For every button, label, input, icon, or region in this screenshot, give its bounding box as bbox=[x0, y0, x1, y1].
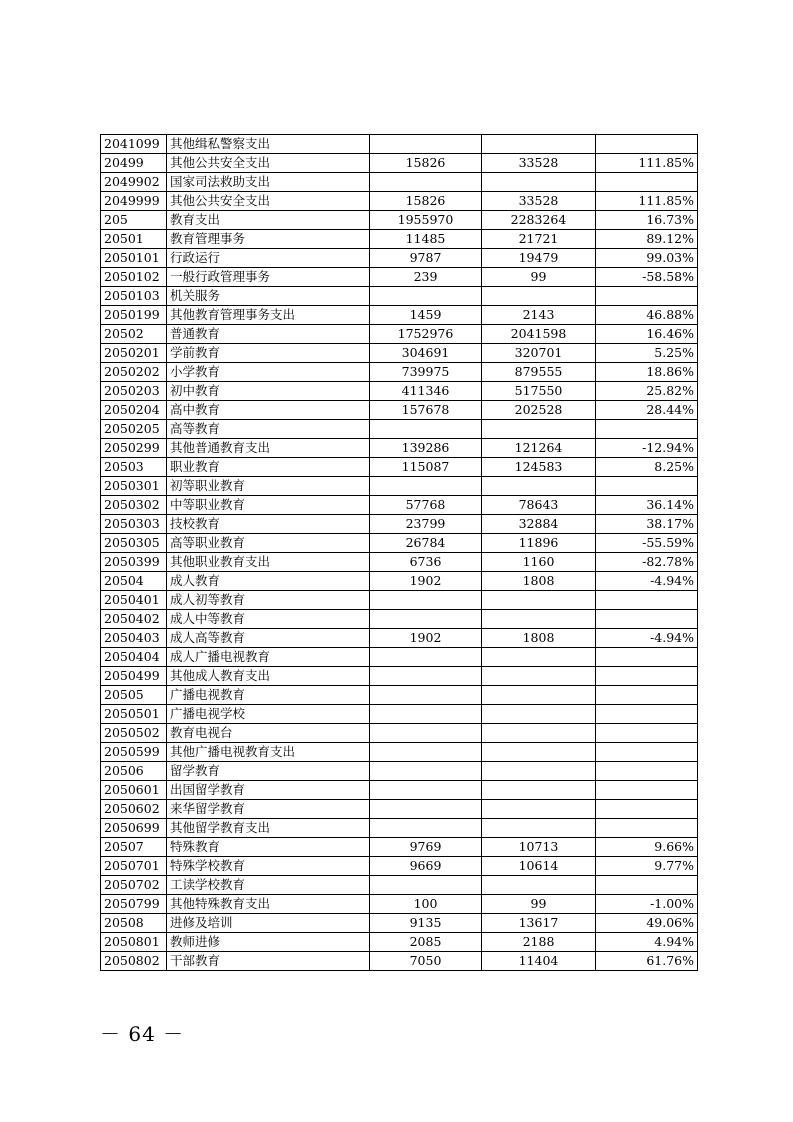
account-code-cell: 2050699 bbox=[101, 819, 167, 838]
change-percent-cell: 18.86% bbox=[596, 363, 698, 382]
current-amount-cell bbox=[482, 173, 596, 192]
account-code-cell: 2050101 bbox=[101, 249, 167, 268]
current-amount-cell: 78643 bbox=[482, 496, 596, 515]
account-code-cell: 2050399 bbox=[101, 553, 167, 572]
change-percent-cell bbox=[596, 724, 698, 743]
prior-amount-cell: 9135 bbox=[370, 914, 482, 933]
table-row bbox=[101, 629, 698, 648]
table-row bbox=[101, 819, 698, 838]
table-row bbox=[101, 534, 698, 553]
change-percent-cell: 111.85% bbox=[596, 154, 698, 173]
current-amount-cell bbox=[482, 800, 596, 819]
account-code-cell: 2050202 bbox=[101, 363, 167, 382]
prior-amount-cell bbox=[370, 724, 482, 743]
account-name-cell: 小学教育 bbox=[167, 363, 370, 382]
prior-amount-cell bbox=[370, 648, 482, 667]
table-row bbox=[101, 344, 698, 363]
account-code-cell: 2050599 bbox=[101, 743, 167, 762]
account-code-cell: 2050802 bbox=[101, 952, 167, 971]
table-row bbox=[101, 667, 698, 686]
current-amount-cell: 2041598 bbox=[482, 325, 596, 344]
account-code-cell: 205 bbox=[101, 211, 167, 230]
prior-amount-cell bbox=[370, 420, 482, 439]
account-code-cell: 2050204 bbox=[101, 401, 167, 420]
account-code-cell: 2050404 bbox=[101, 648, 167, 667]
table-row bbox=[101, 363, 698, 382]
account-code-cell: 2050403 bbox=[101, 629, 167, 648]
change-percent-cell: -55.59% bbox=[596, 534, 698, 553]
prior-amount-cell: 57768 bbox=[370, 496, 482, 515]
prior-amount-cell: 23799 bbox=[370, 515, 482, 534]
current-amount-cell bbox=[482, 705, 596, 724]
account-code-cell: 2050103 bbox=[101, 287, 167, 306]
current-amount-cell: 10713 bbox=[482, 838, 596, 857]
current-amount-cell: 99 bbox=[482, 895, 596, 914]
prior-amount-cell bbox=[370, 287, 482, 306]
current-amount-cell: 2283264 bbox=[482, 211, 596, 230]
account-name-cell: 国家司法救助支出 bbox=[167, 173, 370, 192]
current-amount-cell: 21721 bbox=[482, 230, 596, 249]
change-percent-cell: -4.94% bbox=[596, 629, 698, 648]
current-amount-cell: 121264 bbox=[482, 439, 596, 458]
account-code-cell: 2050601 bbox=[101, 781, 167, 800]
change-percent-cell: 111.85% bbox=[596, 192, 698, 211]
account-name-cell: 高等教育 bbox=[167, 420, 370, 439]
account-code-cell: 20501 bbox=[101, 230, 167, 249]
prior-amount-cell: 1955970 bbox=[370, 211, 482, 230]
account-name-cell: 中等职业教育 bbox=[167, 496, 370, 515]
account-name-cell: 其他特殊教育支出 bbox=[167, 895, 370, 914]
account-code-cell: 2050299 bbox=[101, 439, 167, 458]
prior-amount-cell: 2085 bbox=[370, 933, 482, 952]
account-name-cell: 教师进修 bbox=[167, 933, 370, 952]
account-name-cell: 成人高等教育 bbox=[167, 629, 370, 648]
change-percent-cell: -58.58% bbox=[596, 268, 698, 287]
table-row bbox=[101, 895, 698, 914]
table-row bbox=[101, 743, 698, 762]
account-name-cell: 其他留学教育支出 bbox=[167, 819, 370, 838]
account-name-cell: 广播电视学校 bbox=[167, 705, 370, 724]
current-amount-cell bbox=[482, 477, 596, 496]
change-percent-cell bbox=[596, 762, 698, 781]
account-code-cell: 2050205 bbox=[101, 420, 167, 439]
table-row bbox=[101, 933, 698, 952]
change-percent-cell bbox=[596, 477, 698, 496]
current-amount-cell bbox=[482, 876, 596, 895]
change-percent-cell bbox=[596, 173, 698, 192]
table-row bbox=[101, 648, 698, 667]
change-percent-cell: -4.94% bbox=[596, 572, 698, 591]
current-amount-cell bbox=[482, 610, 596, 629]
change-percent-cell bbox=[596, 686, 698, 705]
prior-amount-cell: 9769 bbox=[370, 838, 482, 857]
change-percent-cell: 61.76% bbox=[596, 952, 698, 971]
prior-amount-cell bbox=[370, 800, 482, 819]
account-code-cell: 20502 bbox=[101, 325, 167, 344]
change-percent-cell: 49.06% bbox=[596, 914, 698, 933]
account-code-cell: 2050402 bbox=[101, 610, 167, 629]
prior-amount-cell bbox=[370, 781, 482, 800]
prior-amount-cell bbox=[370, 610, 482, 629]
page-number: － 64 － bbox=[100, 1022, 185, 1046]
change-percent-cell: 38.17% bbox=[596, 515, 698, 534]
account-name-cell: 高等职业教育 bbox=[167, 534, 370, 553]
account-name-cell: 高中教育 bbox=[167, 401, 370, 420]
prior-amount-cell bbox=[370, 743, 482, 762]
account-code-cell: 2050799 bbox=[101, 895, 167, 914]
account-name-cell: 普通教育 bbox=[167, 325, 370, 344]
table-row bbox=[101, 439, 698, 458]
account-code-cell: 2050301 bbox=[101, 477, 167, 496]
account-name-cell: 进修及培训 bbox=[167, 914, 370, 933]
prior-amount-cell bbox=[370, 686, 482, 705]
change-percent-cell bbox=[596, 876, 698, 895]
current-amount-cell bbox=[482, 724, 596, 743]
account-name-cell: 职业教育 bbox=[167, 458, 370, 477]
account-name-cell: 其他成人教育支出 bbox=[167, 667, 370, 686]
account-code-cell: 2050302 bbox=[101, 496, 167, 515]
table-row bbox=[101, 838, 698, 857]
current-amount-cell: 879555 bbox=[482, 363, 596, 382]
change-percent-cell: 9.66% bbox=[596, 838, 698, 857]
account-name-cell: 干部教育 bbox=[167, 952, 370, 971]
table-row bbox=[101, 249, 698, 268]
prior-amount-cell bbox=[370, 705, 482, 724]
change-percent-cell: 16.73% bbox=[596, 211, 698, 230]
account-name-cell: 特殊学校教育 bbox=[167, 857, 370, 876]
account-code-cell: 2050602 bbox=[101, 800, 167, 819]
current-amount-cell: 33528 bbox=[482, 154, 596, 173]
account-name-cell: 其他缉私警察支出 bbox=[167, 135, 370, 154]
account-code-cell: 2050305 bbox=[101, 534, 167, 553]
change-percent-cell bbox=[596, 705, 698, 724]
prior-amount-cell: 1902 bbox=[370, 629, 482, 648]
table-row bbox=[101, 401, 698, 420]
account-name-cell: 工读学校教育 bbox=[167, 876, 370, 895]
current-amount-cell bbox=[482, 591, 596, 610]
prior-amount-cell: 1902 bbox=[370, 572, 482, 591]
account-name-cell: 教育管理事务 bbox=[167, 230, 370, 249]
prior-amount-cell: 1459 bbox=[370, 306, 482, 325]
account-name-cell: 来华留学教育 bbox=[167, 800, 370, 819]
table-row bbox=[101, 154, 698, 173]
account-code-cell: 2050102 bbox=[101, 268, 167, 287]
current-amount-cell bbox=[482, 762, 596, 781]
change-percent-cell: -1.00% bbox=[596, 895, 698, 914]
account-code-cell: 20499 bbox=[101, 154, 167, 173]
current-amount-cell: 2143 bbox=[482, 306, 596, 325]
account-name-cell: 成人广播电视教育 bbox=[167, 648, 370, 667]
change-percent-cell: 4.94% bbox=[596, 933, 698, 952]
prior-amount-cell: 739975 bbox=[370, 363, 482, 382]
table-row bbox=[101, 230, 698, 249]
account-name-cell: 成人中等教育 bbox=[167, 610, 370, 629]
prior-amount-cell: 15826 bbox=[370, 154, 482, 173]
table-row bbox=[101, 610, 698, 629]
change-percent-cell: 46.88% bbox=[596, 306, 698, 325]
account-name-cell: 学前教育 bbox=[167, 344, 370, 363]
current-amount-cell: 10614 bbox=[482, 857, 596, 876]
account-name-cell: 留学教育 bbox=[167, 762, 370, 781]
current-amount-cell: 202528 bbox=[482, 401, 596, 420]
account-code-cell: 2050401 bbox=[101, 591, 167, 610]
current-amount-cell bbox=[482, 135, 596, 154]
account-code-cell: 2049902 bbox=[101, 173, 167, 192]
current-amount-cell: 1160 bbox=[482, 553, 596, 572]
prior-amount-cell bbox=[370, 135, 482, 154]
change-percent-cell bbox=[596, 135, 698, 154]
account-code-cell: 2050502 bbox=[101, 724, 167, 743]
current-amount-cell: 99 bbox=[482, 268, 596, 287]
prior-amount-cell bbox=[370, 876, 482, 895]
change-percent-cell: 8.25% bbox=[596, 458, 698, 477]
table-row bbox=[101, 762, 698, 781]
account-code-cell: 2049999 bbox=[101, 192, 167, 211]
change-percent-cell: 25.82% bbox=[596, 382, 698, 401]
account-code-cell: 20506 bbox=[101, 762, 167, 781]
prior-amount-cell: 1752976 bbox=[370, 325, 482, 344]
prior-amount-cell: 411346 bbox=[370, 382, 482, 401]
current-amount-cell bbox=[482, 819, 596, 838]
change-percent-cell: 16.46% bbox=[596, 325, 698, 344]
table-row bbox=[101, 458, 698, 477]
table-row bbox=[101, 515, 698, 534]
prior-amount-cell: 6736 bbox=[370, 553, 482, 572]
table-row bbox=[101, 192, 698, 211]
prior-amount-cell: 9669 bbox=[370, 857, 482, 876]
account-name-cell: 广播电视教育 bbox=[167, 686, 370, 705]
account-name-cell: 成人初等教育 bbox=[167, 591, 370, 610]
table-row bbox=[101, 591, 698, 610]
account-name-cell: 其他教育管理事务支出 bbox=[167, 306, 370, 325]
account-name-cell: 一般行政管理事务 bbox=[167, 268, 370, 287]
current-amount-cell: 13617 bbox=[482, 914, 596, 933]
account-code-cell: 2050203 bbox=[101, 382, 167, 401]
account-code-cell: 2050501 bbox=[101, 705, 167, 724]
account-name-cell: 机关服务 bbox=[167, 287, 370, 306]
table-row bbox=[101, 800, 698, 819]
table-row bbox=[101, 553, 698, 572]
budget-table bbox=[100, 134, 698, 971]
account-code-cell: 2050499 bbox=[101, 667, 167, 686]
account-code-cell: 20505 bbox=[101, 686, 167, 705]
change-percent-cell: 9.77% bbox=[596, 857, 698, 876]
table-row bbox=[101, 705, 698, 724]
prior-amount-cell bbox=[370, 667, 482, 686]
prior-amount-cell: 15826 bbox=[370, 192, 482, 211]
prior-amount-cell: 115087 bbox=[370, 458, 482, 477]
table-row bbox=[101, 287, 698, 306]
account-code-cell: 2041099 bbox=[101, 135, 167, 154]
account-name-cell: 技校教育 bbox=[167, 515, 370, 534]
table-row bbox=[101, 135, 698, 154]
prior-amount-cell bbox=[370, 762, 482, 781]
change-percent-cell: 36.14% bbox=[596, 496, 698, 515]
account-code-cell: 2050199 bbox=[101, 306, 167, 325]
prior-amount-cell bbox=[370, 591, 482, 610]
change-percent-cell: 99.03% bbox=[596, 249, 698, 268]
account-code-cell: 20504 bbox=[101, 572, 167, 591]
prior-amount-cell: 157678 bbox=[370, 401, 482, 420]
change-percent-cell bbox=[596, 800, 698, 819]
current-amount-cell bbox=[482, 287, 596, 306]
prior-amount-cell: 9787 bbox=[370, 249, 482, 268]
current-amount-cell bbox=[482, 781, 596, 800]
change-percent-cell bbox=[596, 667, 698, 686]
change-percent-cell bbox=[596, 591, 698, 610]
prior-amount-cell: 304691 bbox=[370, 344, 482, 363]
current-amount-cell: 19479 bbox=[482, 249, 596, 268]
current-amount-cell bbox=[482, 648, 596, 667]
change-percent-cell: 5.25% bbox=[596, 344, 698, 363]
table-row bbox=[101, 325, 698, 344]
table-row bbox=[101, 572, 698, 591]
current-amount-cell: 32884 bbox=[482, 515, 596, 534]
account-name-cell: 其他广播电视教育支出 bbox=[167, 743, 370, 762]
account-name-cell: 初等职业教育 bbox=[167, 477, 370, 496]
budget-table-body bbox=[101, 135, 698, 971]
prior-amount-cell: 100 bbox=[370, 895, 482, 914]
prior-amount-cell: 139286 bbox=[370, 439, 482, 458]
account-name-cell: 行政运行 bbox=[167, 249, 370, 268]
table-row bbox=[101, 914, 698, 933]
table-row bbox=[101, 876, 698, 895]
account-name-cell: 其他职业教育支出 bbox=[167, 553, 370, 572]
change-percent-cell: 89.12% bbox=[596, 230, 698, 249]
account-name-cell: 其他公共安全支出 bbox=[167, 154, 370, 173]
table-row bbox=[101, 686, 698, 705]
prior-amount-cell bbox=[370, 477, 482, 496]
current-amount-cell: 11404 bbox=[482, 952, 596, 971]
table-row bbox=[101, 173, 698, 192]
change-percent-cell bbox=[596, 420, 698, 439]
prior-amount-cell bbox=[370, 819, 482, 838]
table-row bbox=[101, 420, 698, 439]
current-amount-cell: 1808 bbox=[482, 572, 596, 591]
change-percent-cell: -12.94% bbox=[596, 439, 698, 458]
current-amount-cell bbox=[482, 420, 596, 439]
account-name-cell: 出国留学教育 bbox=[167, 781, 370, 800]
current-amount-cell: 517550 bbox=[482, 382, 596, 401]
table-row bbox=[101, 496, 698, 515]
prior-amount-cell bbox=[370, 173, 482, 192]
account-name-cell: 初中教育 bbox=[167, 382, 370, 401]
table-row bbox=[101, 857, 698, 876]
change-percent-cell bbox=[596, 781, 698, 800]
current-amount-cell: 124583 bbox=[482, 458, 596, 477]
account-code-cell: 2050201 bbox=[101, 344, 167, 363]
current-amount-cell: 11896 bbox=[482, 534, 596, 553]
table-row bbox=[101, 952, 698, 971]
account-code-cell: 2050701 bbox=[101, 857, 167, 876]
current-amount-cell: 2188 bbox=[482, 933, 596, 952]
account-code-cell: 2050702 bbox=[101, 876, 167, 895]
account-code-cell: 2050801 bbox=[101, 933, 167, 952]
prior-amount-cell: 26784 bbox=[370, 534, 482, 553]
account-name-cell: 其他公共安全支出 bbox=[167, 192, 370, 211]
current-amount-cell bbox=[482, 667, 596, 686]
table-row bbox=[101, 477, 698, 496]
table-row bbox=[101, 781, 698, 800]
change-percent-cell bbox=[596, 287, 698, 306]
account-name-cell: 教育支出 bbox=[167, 211, 370, 230]
change-percent-cell bbox=[596, 648, 698, 667]
current-amount-cell: 33528 bbox=[482, 192, 596, 211]
account-code-cell: 20507 bbox=[101, 838, 167, 857]
change-percent-cell: -82.78% bbox=[596, 553, 698, 572]
table-row bbox=[101, 382, 698, 401]
current-amount-cell bbox=[482, 686, 596, 705]
account-code-cell: 20503 bbox=[101, 458, 167, 477]
account-name-cell: 特殊教育 bbox=[167, 838, 370, 857]
account-code-cell: 20508 bbox=[101, 914, 167, 933]
current-amount-cell: 320701 bbox=[482, 344, 596, 363]
prior-amount-cell: 239 bbox=[370, 268, 482, 287]
change-percent-cell: 28.44% bbox=[596, 401, 698, 420]
change-percent-cell bbox=[596, 743, 698, 762]
table-row bbox=[101, 211, 698, 230]
current-amount-cell: 1808 bbox=[482, 629, 596, 648]
account-name-cell: 其他普通教育支出 bbox=[167, 439, 370, 458]
account-name-cell: 教育电视台 bbox=[167, 724, 370, 743]
prior-amount-cell: 7050 bbox=[370, 952, 482, 971]
prior-amount-cell: 11485 bbox=[370, 230, 482, 249]
account-code-cell: 2050303 bbox=[101, 515, 167, 534]
change-percent-cell bbox=[596, 610, 698, 629]
account-name-cell: 成人教育 bbox=[167, 572, 370, 591]
change-percent-cell bbox=[596, 819, 698, 838]
table-row bbox=[101, 268, 698, 287]
current-amount-cell bbox=[482, 743, 596, 762]
table-row bbox=[101, 306, 698, 325]
table-row bbox=[101, 724, 698, 743]
